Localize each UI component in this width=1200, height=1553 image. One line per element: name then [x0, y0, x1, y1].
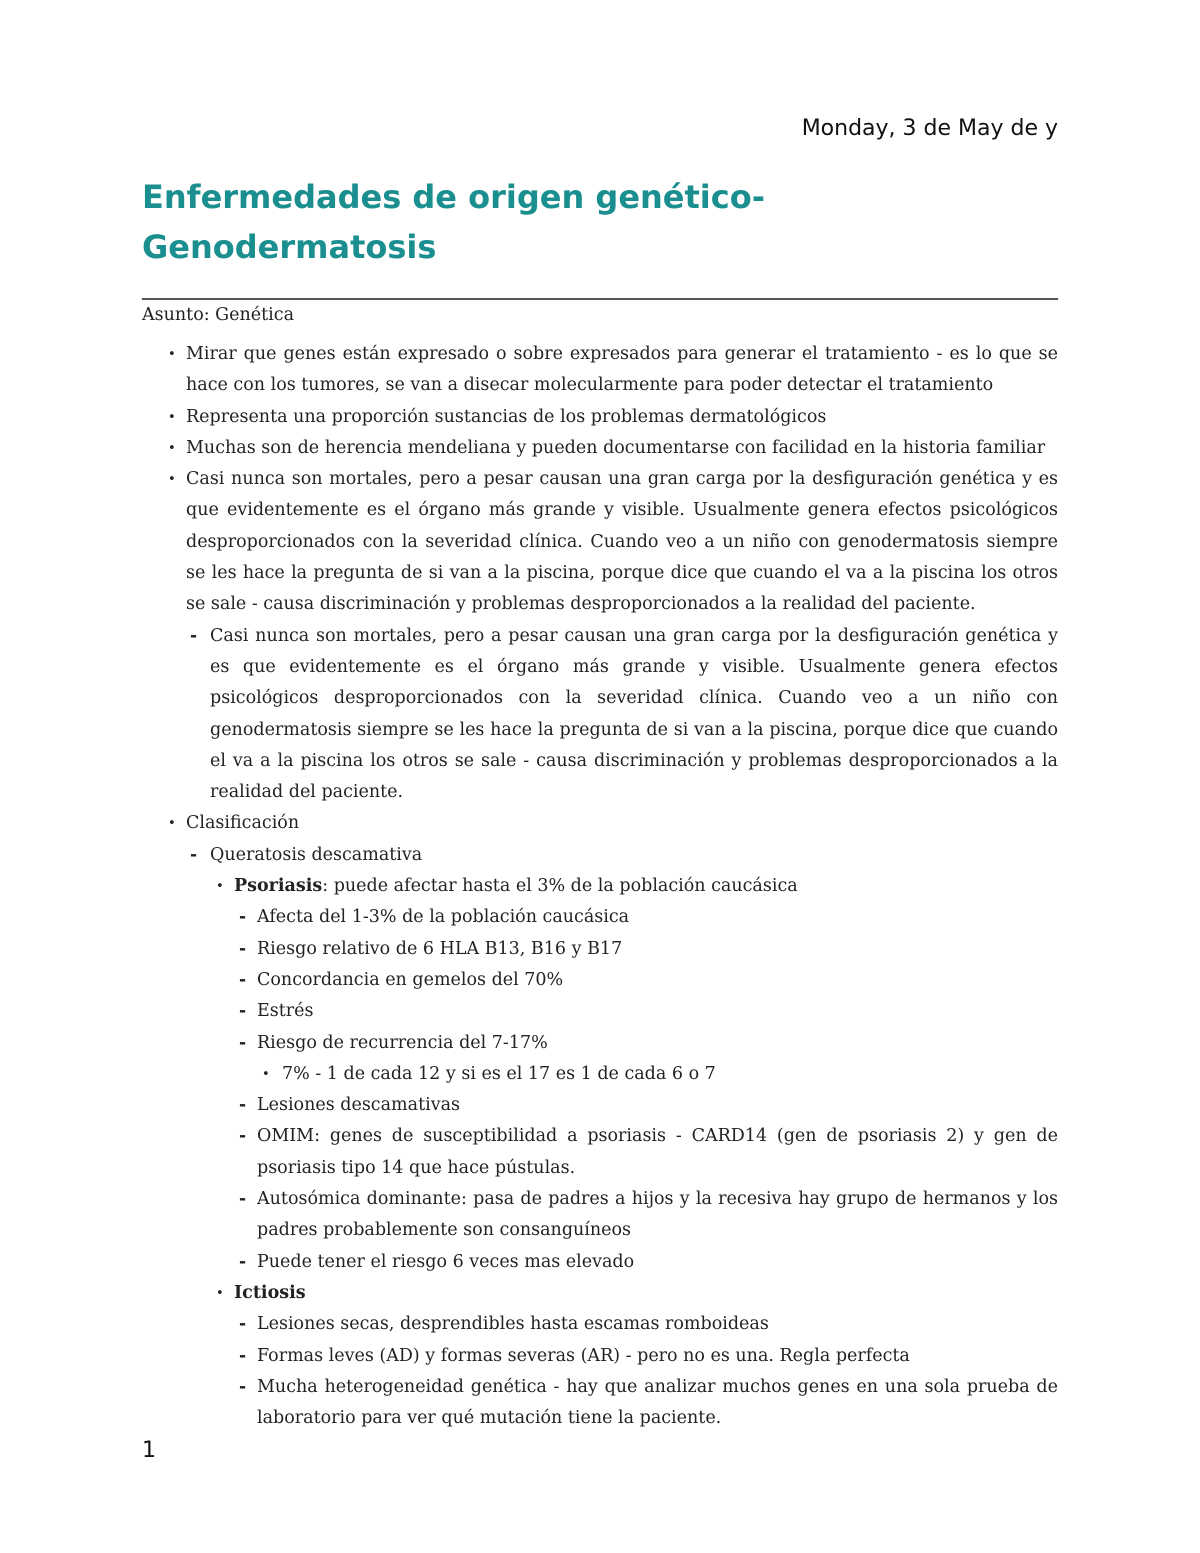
list-item-text: Muchas son de herencia mendeliana y pueden documentarse con facilidad en la historia familiar: [186, 437, 1046, 458]
dash-marker: -: [239, 1345, 247, 1366]
bullet-marker: •: [216, 1285, 224, 1301]
dash-marker: -: [239, 1376, 247, 1397]
list-item-text: Clasificación: [186, 813, 300, 834]
list-item: [142, 1028, 1058, 1059]
list-item: [142, 965, 1058, 996]
list-item: [142, 1247, 1058, 1278]
list-item: [142, 621, 1058, 809]
dash-marker: -: [239, 1032, 247, 1053]
bullet-marker: •: [262, 1066, 270, 1082]
page-number: 1: [142, 1438, 156, 1463]
list-item: [142, 1121, 1058, 1184]
list-item-text: Queratosis descamativa: [210, 844, 423, 865]
list-item: [142, 433, 1058, 464]
list-item-text: Representa una proporción sustancias de los problemas dermatológicos: [186, 406, 827, 427]
bullet-marker: •: [168, 440, 176, 456]
list-item: [142, 1372, 1058, 1435]
list-item-text: Casi nunca son mortales, pero a pesar causan una gran carga por la desfiguración genética y es que evidentemente es el órgano más grande y visible. Usualmente genera efectos psicológicos desproporcionados con la severidad clínica. Cuando veo a un niño con genodermatosis siempre se les hace la pregunta de si van a la piscina, porque dice que cuando el va a la piscina los otros se sale - causa discriminación y problemas desproporcionados a la realidad del paciente.: [186, 469, 1058, 615]
dash-marker: -: [239, 1314, 247, 1335]
list-item-text: 7% - 1 de cada 12 y si es el 17 es 1 de cada 6 o 7: [282, 1063, 716, 1084]
dash-marker: -: [239, 1095, 247, 1116]
title-line-1: Enfermedades de origen genético-: [142, 178, 765, 216]
list-item-text: Riesgo relativo de 6 HLA B13, B16 y B17: [257, 938, 623, 959]
list-item-text: Formas leves (AD) y formas severas (AR) - pero no es una. Regla perfecta: [257, 1345, 910, 1366]
list-item: [142, 996, 1058, 1027]
subject-line: Asunto: Genética: [142, 305, 295, 325]
dash-marker: -: [239, 907, 247, 928]
list-item: [142, 871, 1058, 902]
bullet-marker: •: [216, 879, 224, 895]
list-item: [142, 402, 1058, 433]
bullet-marker: •: [168, 816, 176, 832]
list-item: [142, 1341, 1058, 1372]
list-item-text: Concordancia en gemelos del 70%: [257, 969, 564, 990]
list-item-text: Autosómica dominante: pasa de padres a hijos y la recesiva hay grupo de hermanos y los padres probablemente son consanguíneos: [257, 1189, 1058, 1241]
list-item-text: Lesiones secas, desprendibles hasta escamas romboideas: [257, 1314, 769, 1335]
dash-marker: -: [239, 969, 247, 990]
list-item: [142, 1090, 1058, 1121]
list-item: [142, 808, 1058, 839]
list-item-text: : puede afectar hasta el 3% de la población caucásica: [322, 876, 798, 897]
dash-marker: -: [190, 844, 198, 865]
list-item-text: Estrés: [257, 1001, 314, 1022]
dash-marker: -: [190, 625, 198, 646]
list-item: [142, 934, 1058, 965]
list-item: [142, 902, 1058, 933]
list-item-text: Lesiones descamativas: [257, 1095, 460, 1116]
list-item: [142, 1278, 1058, 1309]
list-item: [142, 840, 1058, 871]
title-line-2: Genodermatosis: [142, 228, 437, 266]
header-date: Monday, 3 de May de y: [801, 116, 1058, 141]
list-item: [142, 1309, 1058, 1340]
dash-marker: -: [239, 1251, 247, 1272]
notes-list: [142, 339, 1058, 1434]
dash-marker: -: [239, 1126, 247, 1147]
list-item-bold-term: Ictiosis: [234, 1282, 306, 1303]
list-item-text: Puede tener el riesgo 6 veces mas elevado: [257, 1251, 635, 1272]
dash-marker: -: [239, 1001, 247, 1022]
bullet-marker: •: [168, 472, 176, 488]
list-item-bold-term: Psoriasis: [234, 876, 323, 897]
dash-marker: -: [239, 1189, 247, 1210]
list-item: [142, 464, 1058, 620]
list-item-text: Riesgo de recurrencia del 7-17%: [257, 1032, 548, 1053]
page-title: [142, 172, 1062, 272]
dash-marker: -: [239, 938, 247, 959]
list-item-text: Mucha heterogeneidad genética - hay que analizar muchos genes en una sola prueba de laboratorio para ver qué mutación tiene la paciente.: [257, 1376, 1058, 1429]
bullet-marker: •: [168, 409, 176, 425]
title-divider: [142, 298, 1058, 300]
bullet-marker: •: [168, 347, 176, 362]
list-item: [142, 1184, 1058, 1247]
list-item-text: OMIM: genes de susceptibilidad a psoriasis - CARD14 (gen de psoriasis 2) y gen de psoriasis tipo 14 que hace pústulas.: [257, 1126, 1058, 1178]
list-item-text: Mirar que genes están expresado o sobre expresados para generar el tratamiento - es lo que se hace con los tumores, se van a disecar molecularmente para poder detectar el tratamiento: [186, 344, 1058, 396]
list-item: [142, 1059, 1058, 1090]
list-item: [142, 339, 1058, 402]
list-item-text: Casi nunca son mortales, pero a pesar causan una gran carga por la desfiguración genética y es que evidentemente es el órgano más grande y visible. Usualmente genera efectos psicológicos desproporcionados con la severidad clínica. Cuando veo a un niño con genodermatosis siempre se les hace la pregunta de si van a la piscina, porque dice que cuando el va a la piscina los otros se sale - causa discriminación y problemas desproporcionados a la realidad del paciente.: [210, 625, 1058, 803]
list-item-text: Afecta del 1-3% de la población caucásica: [257, 907, 630, 928]
